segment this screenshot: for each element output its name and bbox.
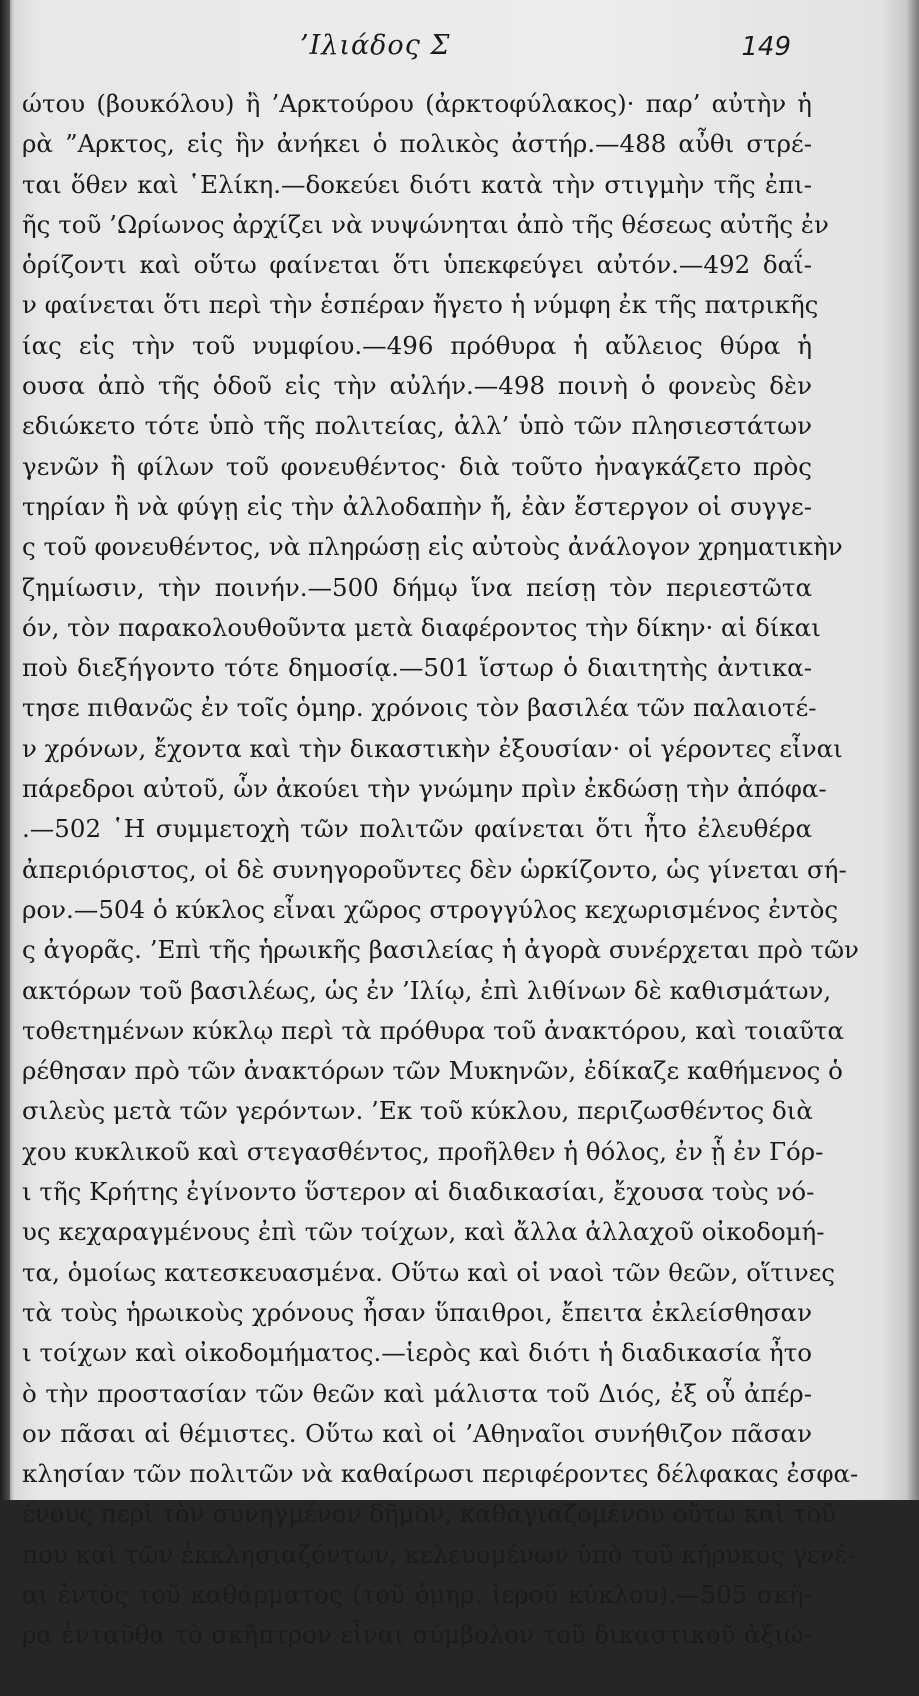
text-line: χου κυκλικοῦ καὶ στεγασθέντος, προῆλθεν ἡ θόλος, ἐν ᾗ ἐν Γόρ- xyxy=(22,1136,824,1166)
text-line xyxy=(22,1656,812,1696)
text-line: ρα ἐνταῦθα τὸ σκῆπτρον εἶναι σύμβολον τοῦ δικαστικοῦ ἀξιώ- xyxy=(22,1620,812,1650)
text-line: κλησίαν τῶν πολιτῶν νὰ καθαίρωσι περιφέροντες δέλφακας ἐσφα- xyxy=(22,1459,859,1489)
text-line: ώτου (βουκόλου) ἢ ’Αρκτούρου (ἀρκτοφύλακος)· παρ’ αὐτὴν ἡ xyxy=(22,89,812,118)
page-number: 149 xyxy=(741,32,791,62)
text-line: σιλεὺς μετὰ τῶν γερόντων. ’Εκ τοῦ κύκλου, περιζωσθέντος διὰ xyxy=(22,1096,813,1126)
text-line: ρὰ ”Αρκτος, εἰς ἣν ἀνήκει ὁ πολικὸς ἀστήρ.—488 αὖθι στρέ- xyxy=(22,129,812,159)
text-line: ένους περὶ τὸν συνηγμένον δῆμον, καθαγιαζομένου οὕτω καὶ τοῦ xyxy=(22,1499,836,1529)
text-line: ρέθησαν πρὸ τῶν ἀνακτόρων τῶν Μυκηνῶν, ἐδίκαζε καθήμενος ὁ xyxy=(22,1056,843,1086)
text-line: ακτόρων τοῦ βασιλέως, ὡς ἐν ’Ιλίῳ, ἐπὶ λιθίνων δὲ καθισμάτων, xyxy=(22,975,832,1005)
text-line: ρον.—504 ὁ κύκλος εἶναι χῶρος στρογγύλος κεχωρισμένος ἐντὸς xyxy=(22,894,839,924)
text-line: ὁρίζοντι καὶ οὕτω φαίνεται ὅτι ὑπεκφεύγει αὐτόν.—492 δαΐ- xyxy=(22,250,812,280)
text-line: ίας εἰς τὴν τοῦ νυμφίου.—496 πρόθυρα ἡ αὔλειος θύρα ἡ xyxy=(22,330,812,360)
running-title: ’Ιλιάδος Σ xyxy=(300,30,451,61)
text-line: .—502 ῾Η συμμετοχὴ τῶν πολιτῶν φαίνεται ὅτι ἦτο ἐλευθέρα xyxy=(22,814,812,844)
text-line: υς κεχαραγμένους ἐπὶ τῶν τοίχων, καὶ ἄλλα ἀλλαχοῦ οἰκοδομή- xyxy=(22,1217,825,1247)
text-line: τα, ὁμοίως κατεσκευασμένα. Οὕτω καὶ οἱ ναοὶ τῶν θεῶν, οἵτινες xyxy=(22,1257,836,1287)
text-line: τηρίαν ἢ νὰ φύγῃ εἰς τὴν ἀλλοδαπὴν ἤ, ἐὰν ἔστεργον οἱ συγγε- xyxy=(22,491,812,521)
text-line: τησε πιθανῶς ἐν τοῖς ὁμηρ. χρόνοις τὸν βασιλέα τῶν παλαιοτέ- xyxy=(22,693,817,723)
text-line: τὰ τοὺς ἡρωικοὺς χρόνους ἦσαν ὕπαιθροι, ἔπειτα ἐκλείσθησαν xyxy=(22,1297,812,1327)
text-line: γενῶν ἢ φίλων τοῦ φονευθέντος· διὰ τοῦτο ἠναγκάζετο πρὸς xyxy=(22,451,812,481)
text-line: αι ἐντὸς τοῦ καθάρματος (τοῦ ὁμηρ. ἱεροῦ κύκλου).—505 σκῆ- xyxy=(22,1579,812,1609)
binding-edge xyxy=(0,0,10,1500)
text-line: ζημίωσιν, τὴν ποινήν.—500 δήμῳ ἵνα πείσῃ τὸν περιεστῶτα xyxy=(22,572,812,602)
text-line: τοθετημένων κύκλῳ περὶ τὰ πρόθυρα τοῦ ἀνακτόρου, καὶ τοιαῦτα xyxy=(22,1015,844,1045)
text-line: εδιώκετο τότε ὑπὸ τῆς πολιτείας, ἀλλ’ ὑπὸ τῶν πλησιεστάτων xyxy=(22,411,812,441)
page-header xyxy=(0,22,919,66)
text-line: ται ὅθεν καὶ ῾Ελίκη.—δοκεύει διότι κατὰ τὴν στιγμὴν τῆς ἐπι- xyxy=(22,169,812,199)
text-line: όν, τὸν παρακολουθοῦντα μετὰ διαφέροντος τὴν δίκην· αἱ δίκαι xyxy=(22,612,821,642)
text-line: ι τοίχων καὶ οἰκοδομήματος.—ἱερὸς καὶ διότι ἡ διαδικασία ἦτο xyxy=(22,1338,812,1368)
text-line: ουσα ἀπὸ τῆς ὁδοῦ εἰς τὴν αὐλήν.—498 ποινὴ ὁ φονεὺς δὲν xyxy=(22,371,812,401)
text-line: ν χρόνων, ἔχοντα καὶ τὴν δικαστικὴν ἐξουσίαν· οἱ γέροντες εἶναι xyxy=(22,733,843,763)
text-line: ς τοῦ φονευθέντος, νὰ πληρώσῃ εἰς αὐτοὺς ἀνάλογον χρηματικὴν xyxy=(22,532,843,562)
text-line: ὸ τὴν προστασίαν τῶν θεῶν καὶ μάλιστα τοῦ Διός, ἐξ οὗ ἀπέρ- xyxy=(22,1378,812,1408)
text-line: ς ἀγορᾶς. ’Επὶ τῆς ἡρωικῆς βασιλείας ἡ ἀγορὰ συνέρχεται πρὸ τῶν xyxy=(22,935,859,965)
text-line: πάρεδροι αὐτοῦ, ὧν ἀκούει τὴν γνώμην πρὶν ἐκδώσῃ τὴν ἀπόφα- xyxy=(22,774,827,804)
commentary-text xyxy=(22,84,859,1696)
text-line: ἀπεριόριστος, οἱ δὲ συνηγοροῦντες δὲν ὡρκίζοντο, ὡς γίνεται σή- xyxy=(22,854,847,884)
text-line: που καὶ τῶν ἐκκλησιαζόντων, κελευομένων ὑπὸ τοῦ κήρυκος γενέ- xyxy=(22,1539,856,1569)
text-line: ν φαίνεται ὅτι περὶ τὴν ἑσπέραν ἤγετο ἡ νύμφη ἐκ τῆς πατρικῆς xyxy=(22,290,819,320)
text-line: ῆς τοῦ ’Ωρίωνος ἀρχίζει νὰ νυψώνηται ἀπὸ τῆς θέσεως αὐτῆς ἐν xyxy=(22,209,829,239)
text-line: ον πᾶσαι αἱ θέμιστες. Οὕτω καὶ οἱ ’Αθηναῖοι συνήθιζον πᾶσαν xyxy=(22,1418,812,1448)
text-line: ποὺ διεξήγοντο τότε δημοσίᾳ.—501 ἵστωρ ὁ διαιτητὴς ἀντικα- xyxy=(22,653,812,683)
text-line: ι τῆς Κρήτης ἐγίνοντο ὕστερον αἱ διαδικασίαι, ἔχουσα τοὺς νό- xyxy=(22,1177,815,1207)
